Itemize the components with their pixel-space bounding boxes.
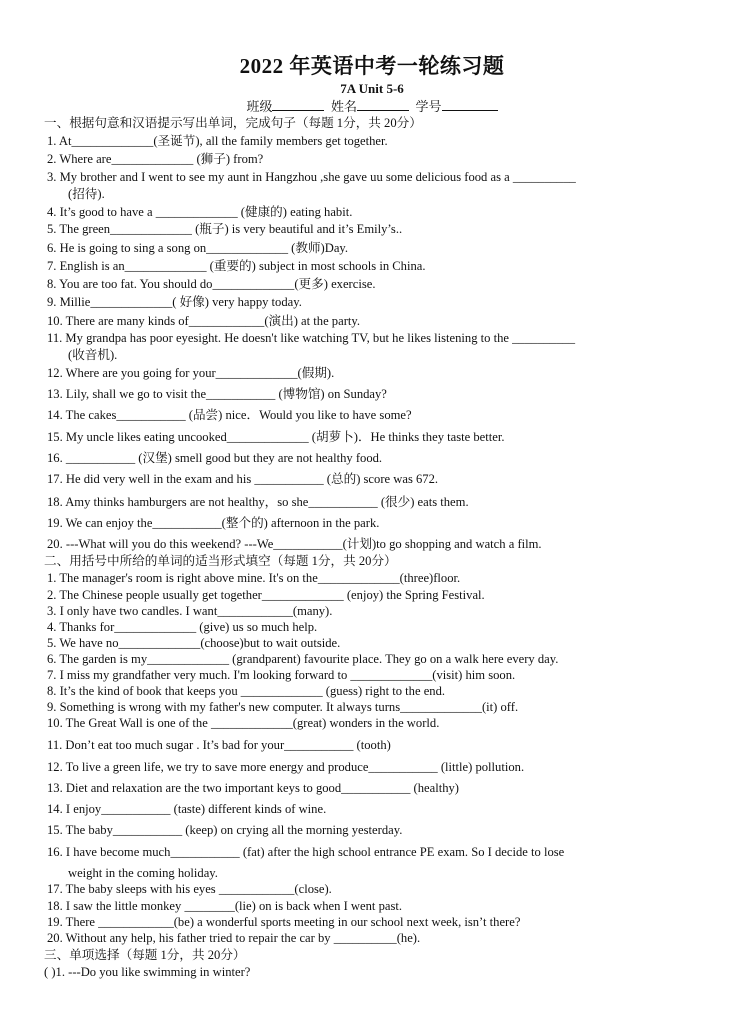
question-item: 2. The Chinese people usually get together_____________ (enjoy) the Spring Festival. xyxy=(47,588,485,602)
question-item: 3. My brother and I went to see my aunt in Hangzhou ,she gave uu some delicious food as a __________ xyxy=(47,170,576,184)
question-item: 8. It’s the kind of book that keeps you _____________ (guess) right to the end. xyxy=(47,684,446,698)
question-item: 9. Something is wrong with my father's new computer. It always turns_____________(it) off. xyxy=(47,700,519,714)
question-item: 17. He did very well in the exam and his ___________ (总的) score was 672. xyxy=(47,472,439,486)
question-item: 1. At_____________(圣诞节), all the family members get together. xyxy=(47,134,388,148)
question-item: 13. Diet and relaxation are the two important keys to good___________ (healthy) xyxy=(47,781,459,795)
question-item: 9. Millie_____________( 好像) very happy today. xyxy=(47,295,302,309)
question-item: ( )1. ---Do you like swimming in winter? xyxy=(44,965,251,979)
question-item: 14. The cakes___________ (品尝) nice．Would you like to have some? xyxy=(47,408,412,422)
section-1-heading: 一、根据句意和汉语提示写出单词，完成句子（每题 1分，共 20分） xyxy=(44,116,422,130)
question-item: 15. The baby___________ (keep) on crying all the morning yesterday. xyxy=(47,823,403,837)
question-item: 6. He is going to sing a song on_____________ (教师)Day. xyxy=(47,241,349,255)
class-label: 班级 xyxy=(246,99,273,114)
number-label: 学号 xyxy=(415,99,442,114)
question-item: 20. ---What will you do this weekend? ---We___________(计划)to go shopping and watch a film. xyxy=(47,537,542,551)
page-title: 2022 年英语中考一轮练习题 xyxy=(239,54,505,78)
question-item: 10. The Great Wall is one of the _____________(great) wonders in the world. xyxy=(47,716,440,730)
question-item: 10. There are many kinds of____________(演出) at the party. xyxy=(47,314,361,328)
student-info-fields xyxy=(0,96,744,115)
question-item: 19. There ____________(be) a wonderful sports meeting in our school next week, isn’t there? xyxy=(47,915,521,929)
question-item: 12. To live a green life, we try to save more energy and produce___________ (little) pollution. xyxy=(47,760,525,774)
question-item: 18. Amy thinks hamburgers are not healthy，so she___________ (很少) eats them. xyxy=(47,495,469,509)
question-item: 4. It’s good to have a _____________ (健康的) eating habit. xyxy=(47,205,353,219)
page-subtitle: 7A Unit 5-6 xyxy=(340,81,404,96)
question-item: 15. My uncle likes eating uncooked_____________ (胡萝卜)．He thinks they taste better. xyxy=(47,430,505,444)
question-item: 7. English is an_____________ (重要的) subject in most schools in China. xyxy=(47,259,426,273)
number-blank[interactable] xyxy=(442,98,498,111)
question-item: 17. The baby sleeps with his eyes ____________(close). xyxy=(47,882,332,896)
question-item: 16. ___________ (汉堡) smell good but they are not healthy food. xyxy=(47,451,383,465)
question-item: 16. I have become much___________ (fat) after the high school entrance PE exam. So I decide to lose xyxy=(47,845,565,859)
question-item: 5. The green_____________ (瓶子) is very beautiful and it’s Emily’s.. xyxy=(47,222,403,236)
question-item: 12. Where are you going for your_____________(假期). xyxy=(47,366,335,380)
question-continuation: weight in the coming holiday. xyxy=(68,866,218,880)
question-continuation: (招待). xyxy=(68,187,105,201)
question-item: 11. Don’t eat too much sugar . It’s bad for your___________ (tooth) xyxy=(47,738,391,752)
question-item: 6. The garden is my_____________ (grandparent) favourite place. They go on a walk here every day. xyxy=(47,652,559,666)
question-item: 2. Where are_____________ (狮子) from? xyxy=(47,152,264,166)
question-item: 18. I saw the little monkey ________(lie) on is back when I went past. xyxy=(47,899,402,913)
question-item: 1. The manager's room is right above mine. It's on the_____________(three)floor. xyxy=(47,571,461,585)
question-item: 11. My grandpa has poor eyesight. He doesn't like watching TV, but he likes listening to the __________ xyxy=(47,331,576,345)
question-item: 7. I miss my grandfather very much. I'm looking forward to _____________(visit) him soon. xyxy=(47,668,516,682)
section-2-heading: 二、用括号中所给的单词的适当形式填空（每题 1分，共 20分） xyxy=(44,554,397,568)
question-item: 20. Without any help, his father tried to repair the car by __________(he). xyxy=(47,931,421,945)
question-item: 3. I only have two candles. I want____________(many). xyxy=(47,604,333,618)
class-blank[interactable] xyxy=(272,98,324,111)
name-label: 姓名 xyxy=(330,99,357,114)
question-item: 5. We have no_____________(choose)but to wait outside. xyxy=(47,636,341,650)
question-continuation: (收音机). xyxy=(68,348,118,362)
section-3-heading: 三、单项选择（每题 1分，共 20分） xyxy=(44,948,246,962)
question-item: 4. Thanks for_____________ (give) us so much help. xyxy=(47,620,318,634)
question-item: 13. Lily, shall we go to visit the___________ (博物馆) on Sunday? xyxy=(47,387,387,401)
question-item: 19. We can enjoy the___________(整个的) afternoon in the park. xyxy=(47,516,380,530)
name-blank[interactable] xyxy=(357,98,409,111)
question-item: 8. You are too fat. You should do_____________(更多) exercise. xyxy=(47,277,376,291)
question-item: 14. I enjoy___________ (taste) different kinds of wine. xyxy=(47,802,327,816)
